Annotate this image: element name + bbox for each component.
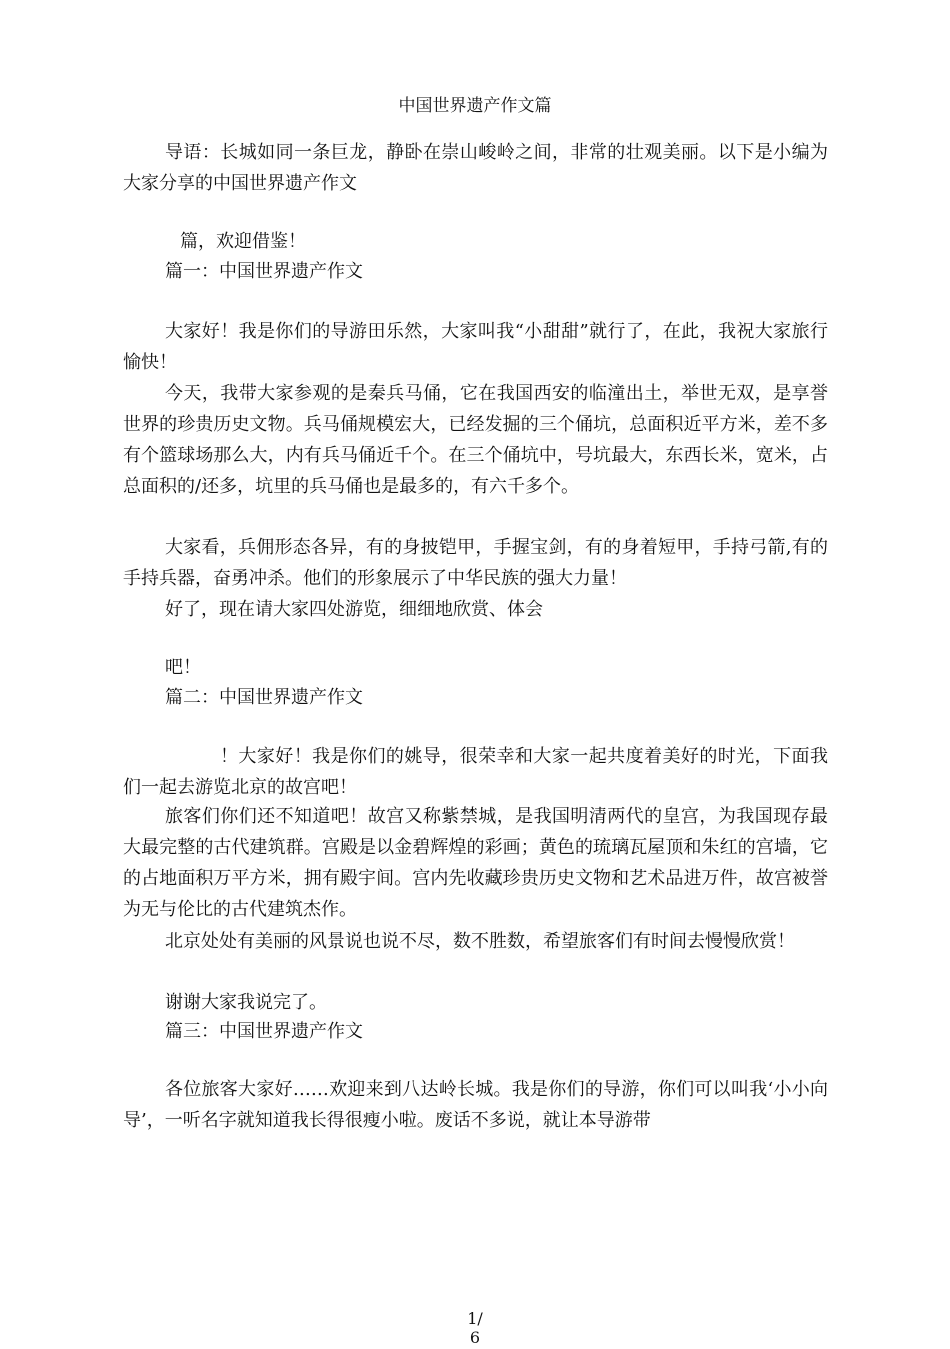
document-title: 中国世界遗产作文篇 — [398, 96, 552, 116]
section-heading-3: 篇三：中国世界遗产作文 — [165, 1021, 363, 1042]
paragraph-2-2: 旅客们你们还不知道吧！故宫又称紫禁城，是我国明清两代的皇宫，为我国现存最大最完整的古代建筑群。宫殿是以金碧辉煌的彩画；黄色的琉璃瓦屋顶和朱红的宫墙，它的占地面积万平方米，拥有殿宇间。宫内先收藏珍贵历史文物和艺术品进万件，故宫被誉为无与伦比的古代建筑杰作。 — [123, 806, 828, 920]
paragraph-3-1: 各位旅客大家好……欢迎来到八达岭长城。我是你们的导游，你们可以叫我‘小小向导’，一听名字就知道我长得很瘦小啦。废话不多说，就让本导游带 — [123, 1079, 828, 1131]
paragraph-1-2: 今天，我带大家参观的是秦兵马俑，它在我国西安的临潼出土，举世无双，是享誉世界的珍贵历史文物。兵马俑规模宏大，已经发掘的三个俑坑，总面积近平方米，差不多有个篮球场那么大，内有兵马俑近千个。在三个俑坑中，号坑最大，东西长米，宽米，占总面积的/还多，坑里的兵马俑也是最多的，有六千多个。 — [123, 383, 828, 497]
section-heading-1: 篇一：中国世界遗产作文 — [165, 261, 363, 282]
paragraph-1-3: 大家看，兵佣形态各异，有的身披铠甲，手握宝剑，有的身着短甲，手持弓箭,有的手持兵器，奋勇冲杀。他们的形象展示了中华民族的强大力量！ — [123, 537, 828, 589]
paragraph-1-4: 好了，现在请大家四处游览，细细地欣赏、体会 — [165, 599, 543, 620]
page-total: 6 — [469, 1328, 481, 1347]
paragraph-2-3: 北京处处有美丽的风景说也说不尽，数不胜数，希望旅客们有时间去慢慢欣赏！ — [165, 931, 795, 952]
paragraph-2-1: ！大家好！我是你们的姚导，很荣幸和大家一起共度着美好的时光，下面我们一起去游览北京的故宫吧！ — [123, 746, 828, 798]
intro-continuation: 篇，欢迎借鉴！ — [180, 231, 306, 252]
paragraph-2-4: 谢谢大家我说完了。 — [165, 992, 327, 1013]
paragraph-1-5: 吧！ — [165, 657, 201, 678]
paragraph-1-1: 大家好！我是你们的导游田乐然，大家叫我“小甜甜”就行了，在此，我祝大家旅行愉快！ — [123, 321, 828, 373]
page-number: 1/ — [467, 1309, 483, 1328]
intro-paragraph: 导语：长城如同一条巨龙，静卧在崇山峻岭之间，非常的壮观美丽。以下是小编为大家分享的中国世界遗产作文 — [123, 142, 828, 194]
section-heading-2: 篇二：中国世界遗产作文 — [165, 687, 363, 708]
